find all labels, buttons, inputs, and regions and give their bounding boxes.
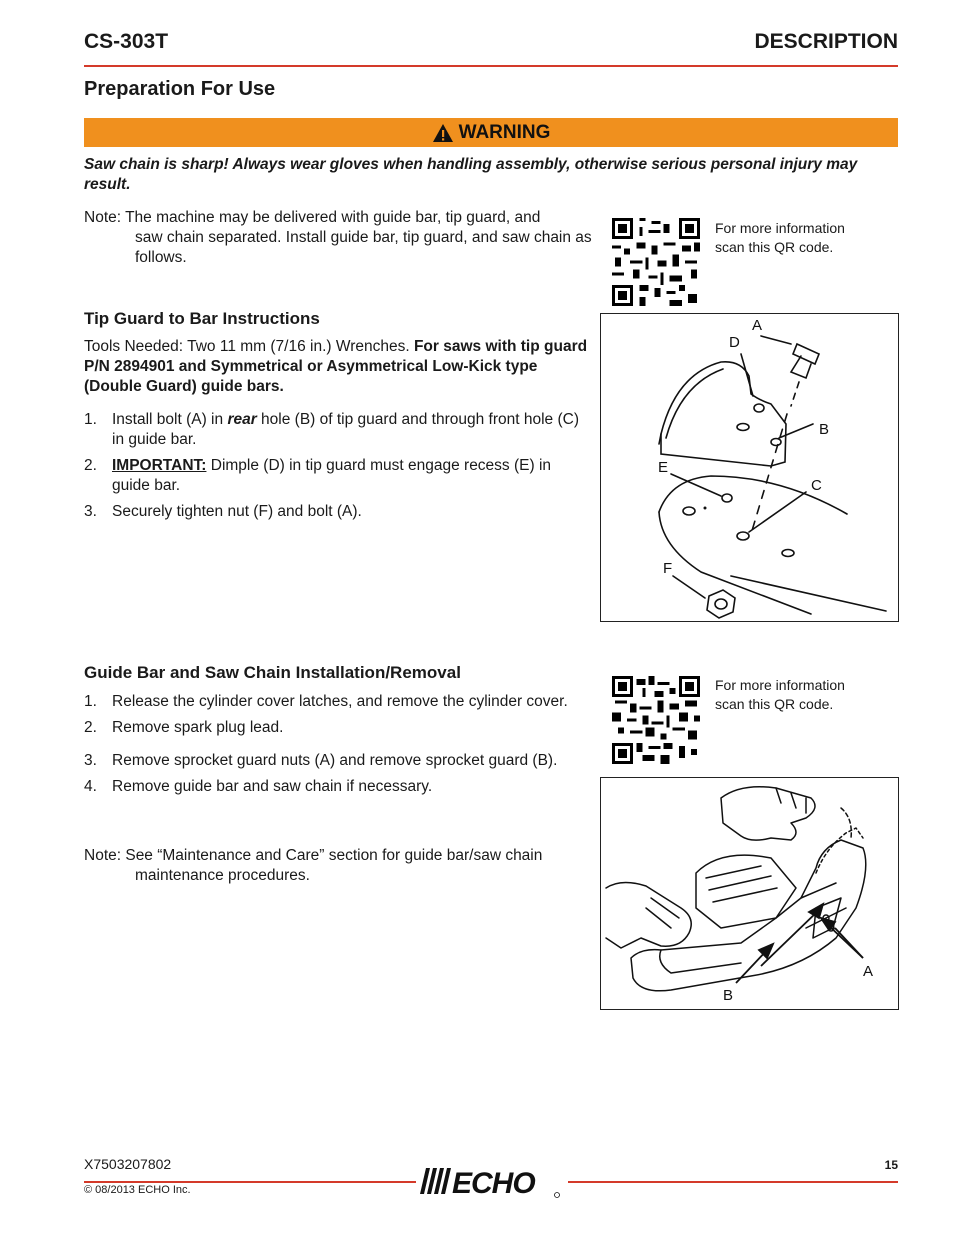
step-item [84,777,589,797]
page-number: 15 [884,1158,898,1172]
figure-label-c: C [811,477,822,494]
tools-needed-bold: For saws with tip guard P/N 2894901 and Symmetrical or Asymmetrical Low-Kick type (Double Guard) guide bars. [84,338,588,395]
tools-needed-text: Tools Needed: Two 11 mm (7/16 in.) Wrenches. [84,338,414,355]
qr-caption [715,676,845,714]
intro-note [84,208,594,268]
tools-needed [84,337,594,397]
qr-code-icon[interactable] [612,218,700,306]
step-text: Install bolt (A) in [112,411,228,428]
qr-caption-line: For more information [715,220,845,236]
step-text: Remove sprocket guard nuts (A) and remove sprocket guard (B). [112,752,558,769]
step-text: Release the cylinder cover latches, and remove the cylinder cover. [112,693,568,710]
guide-bar-heading: Guide Bar and Saw Chain Installation/Removal [84,663,461,682]
step-item [84,502,589,522]
step-item [84,692,589,712]
qr-caption-line: scan this QR code. [715,696,834,712]
guide-bar-steps [84,692,589,803]
echo-logo [420,1164,564,1200]
warning-banner [84,118,898,147]
step-number: 2. [84,719,97,736]
saw-removal-figure [600,777,899,1010]
figure-label-f: F [663,560,673,577]
step-text: Securely tighten nut (F) and bolt (A). [112,503,362,520]
tip-guard-heading: Tip Guard to Bar Instructions [84,309,320,328]
brand-name: ECHO [452,1167,535,1200]
maintenance-note-line: Note: See “Maintenance and Care” section for guide bar/saw chain [84,847,543,864]
section-name: DESCRIPTION [754,30,898,53]
qr-caption-line: scan this QR code. [715,239,834,255]
tip-guard-steps [84,410,589,528]
step-item [84,456,589,496]
document-number: X7503207802 [84,1156,172,1172]
qr-code-icon[interactable] [612,676,700,764]
step-number: 1. [84,411,97,428]
footer-rule-left [84,1181,416,1183]
figure-label-a: A [752,317,763,334]
figure-label-d: D [729,334,740,351]
tip-guard-outline [661,362,786,466]
step-number: 4. [84,778,97,795]
step-number: 3. [84,503,97,520]
step-text: Dimple (D) in tip guard must engage recess (E) in guide bar. [112,457,552,494]
step-text: Remove spark plug lead. [112,719,284,736]
header-rule [84,65,898,67]
copyright: © 08/2013 ECHO Inc. [84,1184,191,1196]
step-important: IMPORTANT: [112,457,207,474]
figure-label-e: E [658,459,669,476]
model-name: CS-303T [84,30,169,53]
step-number: 3. [84,752,97,769]
warning-triangle-icon [432,123,454,143]
qr-caption-line: For more information [715,677,845,693]
figure-label-b: B [723,987,734,1004]
qr-caption [715,219,845,257]
step-text: hole (B) of tip guard and through front hole (C) in guide bar. [112,411,579,448]
step-emphasis: rear [227,411,257,428]
tip-guard-figure [600,313,899,622]
footer-rule-right [568,1181,898,1183]
figure-label-a: A [863,963,874,980]
maintenance-note [84,846,594,886]
figure-label-b: B [819,421,830,438]
maintenance-note-continuation: maintenance procedures. [135,867,310,884]
intro-note-continuation: saw chain separated. Install guide bar, tip guard, and saw chain as follows. [135,229,592,266]
step-item [84,410,589,450]
warning-label: WARNING [458,121,551,143]
warning-message: Saw chain is sharp! Always wear gloves when handling assembly, otherwise serious personal injury may result. [84,156,858,193]
step-item [84,718,589,738]
step-text: Remove guide bar and saw chain if necessary. [112,778,433,795]
intro-note-line: Note: The machine may be delivered with guide bar, tip guard, and [84,209,541,226]
step-number: 2. [84,457,97,474]
step-item [84,751,589,771]
step-number: 1. [84,693,97,710]
page-title: Preparation For Use [84,78,276,100]
